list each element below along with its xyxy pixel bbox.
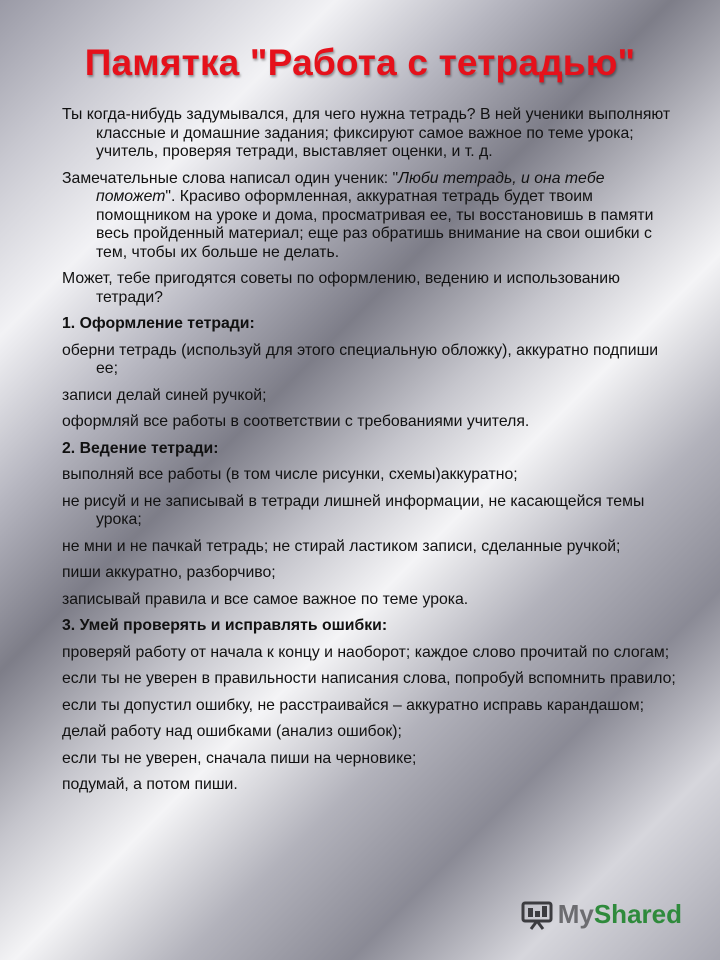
presentation-board-icon bbox=[520, 900, 554, 930]
section-heading-errors: 3. Умей проверять и исправлять ошибки: bbox=[62, 617, 388, 634]
list-item: оберни тетрадь (используй для этого специальную обложку), аккуратно подпиши ее; bbox=[62, 341, 659, 377]
watermark-my: My bbox=[557, 899, 594, 929]
memo-body bbox=[62, 106, 680, 803]
list-item: если ты не уверен в правильности написания слова, попробуй вспомнить правило; bbox=[62, 670, 676, 687]
advice-question: Может, тебе пригодятся советы по оформлению, ведению и использованию тетради? bbox=[62, 270, 620, 306]
list-item: записи делай синей ручкой; bbox=[62, 386, 267, 404]
watermark-shared: Shared bbox=[593, 899, 682, 929]
list-item: не мни и не пачкай тетрадь; не стирай ластиком записи, сделанные ручкой; bbox=[62, 537, 621, 555]
list-item: подумай, а потом пиши. bbox=[62, 776, 238, 793]
list-item: не рисуй и не записывай в тетради лишней информации, не касающейся темы урока; bbox=[62, 492, 645, 528]
list-item: пиши аккуратно, разборчиво; bbox=[62, 564, 276, 581]
section-heading-design: 1. Оформление тетради: bbox=[62, 315, 255, 332]
list-item: если ты не уверен, сначала пиши на черновике; bbox=[62, 749, 417, 767]
quote-tail: ". Красиво оформленная, аккуратная тетрадь будет твоим помощником на уроке и дома, просматривая ее, ты восстановишь в памяти весь пройденный материал; еще раз обратишь внимание на свои ошибки с тем, чтобы их больше не делать. bbox=[96, 188, 654, 261]
section-heading-keeping: 2. Ведение тетради: bbox=[62, 439, 219, 457]
myshared-watermark bbox=[520, 899, 682, 930]
list-item: оформляй все работы в соответствии с требованиями учителя. bbox=[62, 413, 530, 430]
list-item: если ты допустил ошибку, не расстраивайся – аккуратно исправь карандашом; bbox=[62, 696, 644, 714]
slide-title: Памятка "Работа с тетрадью" bbox=[84, 42, 636, 83]
watermark-text bbox=[558, 899, 682, 930]
intro-paragraph: Ты когда-нибудь задумывался, для чего нужна тетрадь? В ней ученики выполняют классные и домашние задания; фиксируют самое важное по теме урока; учитель, проверяя тетради, выставляет оценки, и т. д. bbox=[62, 106, 671, 160]
quote-lead: Замечательные слова написал один ученик: " bbox=[62, 169, 399, 187]
list-item: проверяй работу от начала к концу и наоборот; каждое слово прочитай по слогам; bbox=[62, 643, 670, 661]
list-item: выполняй все работы (в том числе рисунки, схемы)аккуратно; bbox=[62, 466, 518, 483]
student-quote: Люби тетрадь, и она тебе поможет bbox=[96, 169, 605, 205]
quote-paragraph bbox=[62, 170, 680, 263]
list-item: записывай правила и все самое важное по теме урока. bbox=[62, 590, 469, 608]
list-item: делай работу над ошибками (анализ ошибок); bbox=[62, 723, 402, 740]
